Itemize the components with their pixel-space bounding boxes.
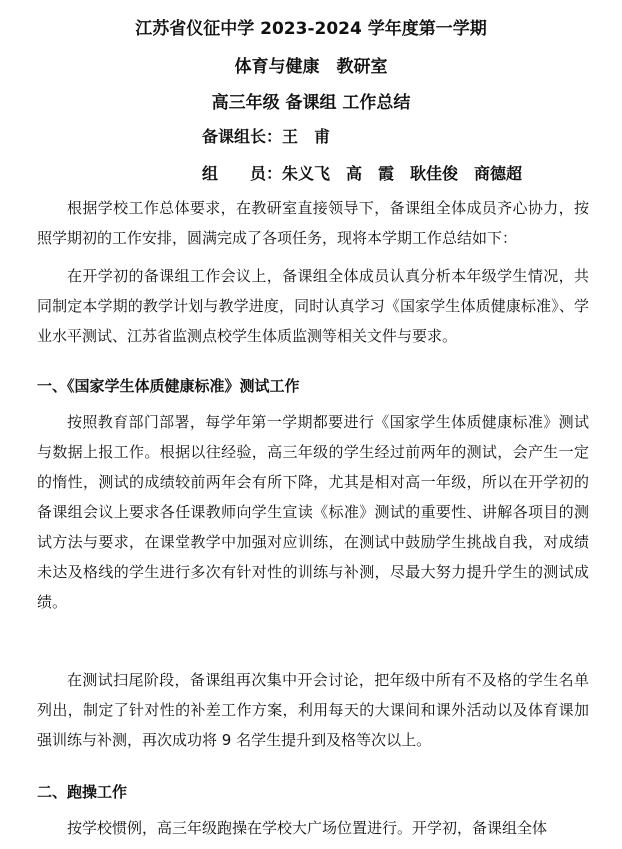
group-members-label: 组 员： (202, 164, 283, 183)
paragraph-fitness-test-2: 在测试扫尾阶段，备课组再次集中开会讨论，把年级中所有不及格的学生名单列出，制定了针对性的补差工作方案，利用每天的大课间和课外活动以及体育课加强训练与补测，再次成功将 9 名学生提升到及格等次以上。 (37, 671, 589, 749)
paragraph-running-exercise: 按学校惯例，高三年级跑操在学校大广场位置进行。开学初，备课组全体 (67, 819, 548, 837)
paragraph-term-start: 在开学初的备课组工作会议上，备课组全体成员认真分析本年级学生情况，共同制定本学期的教学计划与教学进度，同时认真学习《国家学生体质健康标准》、学业水平测试、江苏省监测点校学生体质监测等相关文件与要求。 (37, 267, 589, 345)
document-title-school-term: 江苏省仪征中学 2023-2024 学年度第一学期 (135, 19, 487, 39)
paragraph-fitness-test-1: 按照教育部门部署，每学年第一学期都要进行《国家学生体质健康标准》测试与数据上报工作。根据以往经验，高三年级的学生经过前两年的测试，会产生一定的惰性，测试的成绩较前两年会有所下降，尤其是相对高一年级，所以在开学初的备课组会议上要求各任课教师向学生宣读《标准》测试的重要性、讲解各项目的测试方法与要求，在课堂教学中加强对应训练，在测试中鼓励学生挑战自我，对成绩未达及格线的学生进行多次有针对性的训练与补测，尽最大努力提升学生的测试成绩。 (37, 413, 589, 611)
paragraph-intro: 根据学校工作总体要求，在教研室直接领导下，备课组全体成员齐心协力，按照学期初的工作安排，圆满完成了各项任务，现将本学期工作总结如下： (37, 199, 589, 247)
group-members-names: 朱义飞 高 霞 耿佳俊 商德超 (282, 164, 523, 183)
group-leader-label: 备课组长： (202, 127, 283, 146)
section-heading-fitness-test: 一、《国家学生体质健康标准》测试工作 (37, 377, 300, 395)
group-leader-line (202, 124, 330, 147)
group-members-line (202, 161, 522, 184)
section-heading-running-exercise: 二、跑操工作 (37, 783, 128, 801)
group-leader-name: 王 甫 (282, 127, 331, 146)
document-title-group-summary: 高三年级 备课组 工作总结 (211, 93, 411, 113)
document-title-department: 体育与健康 教研室 (234, 57, 388, 77)
